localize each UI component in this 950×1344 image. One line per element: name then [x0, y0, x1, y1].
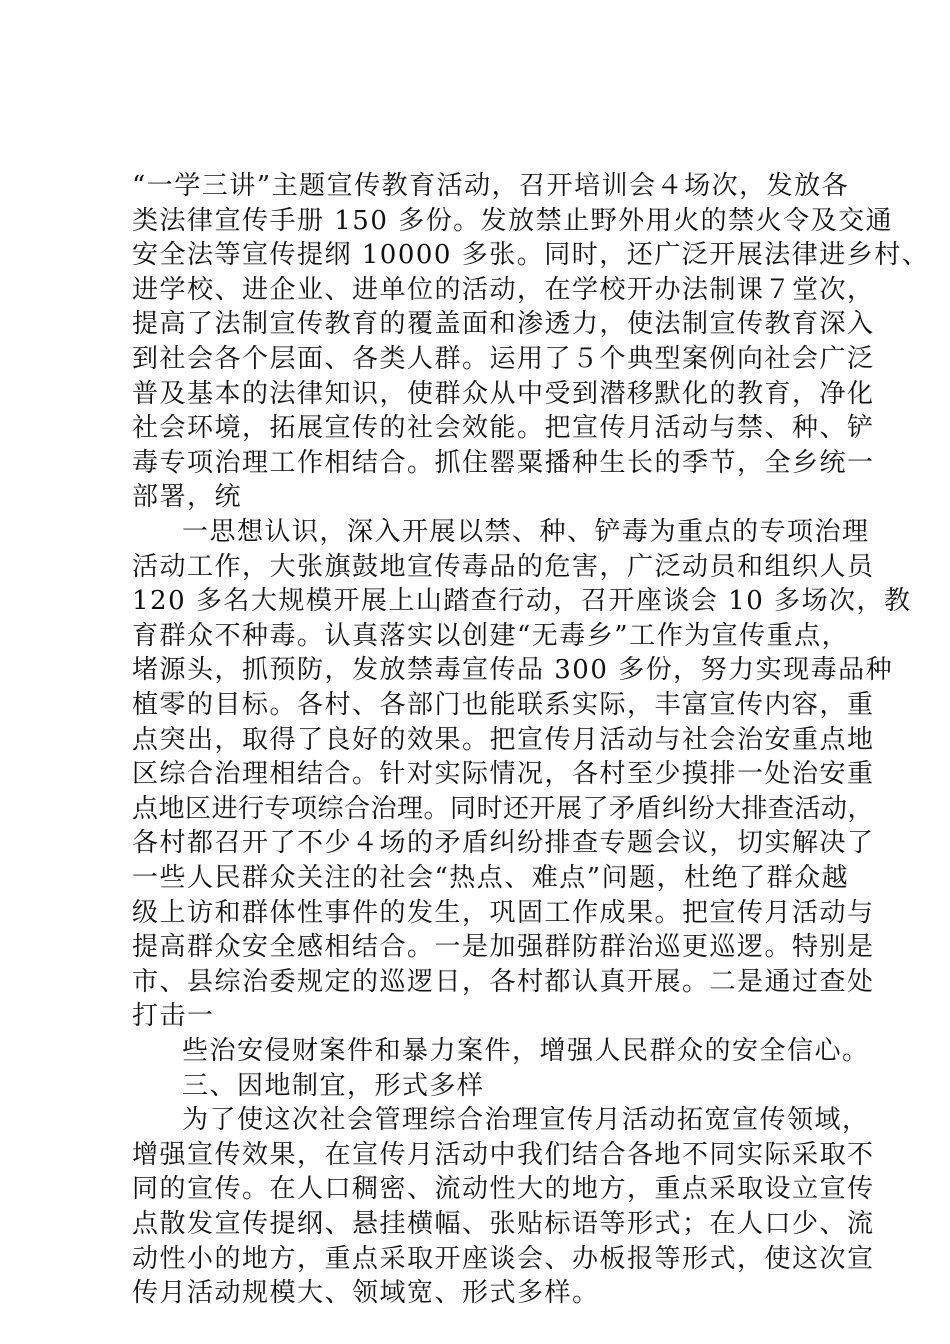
- text-line: 点突出，取得了良好的效果。把宣传月活动与社会治安重点地: [132, 725, 875, 755]
- text-line: 级上访和群体性事件的发生，巩固工作成果。把宣传月活动与: [132, 898, 875, 928]
- text-line: 120 多名大规模开展上山踏查行动，召开座谈会 10 多场次，教: [132, 586, 912, 616]
- text-line: “一学三讲”主题宣传教育活动，召开培训会４场次，发放各: [132, 171, 850, 201]
- text-line: 活动工作，大张旗鼓地宣传毒品的危害，广泛动员和组织人员: [132, 552, 875, 582]
- text-line: 到社会各个层面、各类人群。运用了５个典型案例向社会广泛: [132, 344, 875, 374]
- text-line: 同的宣传。在人口稠密、流动性大的地方，重点采取设立宣传: [132, 1174, 875, 1204]
- text-line: 社会环境，拓展宣传的社会效能。把宣传月活动与禁、种、铲: [132, 413, 875, 443]
- text-line: 提高了法制宣传教育的覆盖面和渗透力，使法制宣传教育深入: [132, 309, 875, 339]
- text-line: 一些人民群众关注的社会“热点、难点”问题，杜绝了群众越: [132, 863, 850, 893]
- text-line: 各村都召开了不少４场的矛盾纠纷排查专题会议，切实解决了: [132, 828, 875, 858]
- text-line: 一思想认识，深入开展以禁、种、铲毒为重点的专项治理: [182, 517, 870, 547]
- text-line: 堵源头，抓预防，发放禁毒宣传品 300 多份，努力实现毒品种: [132, 655, 894, 685]
- text-line: 育群众不种毒。认真落实以创建“无毒乡”工作为宣传重点，: [132, 621, 850, 651]
- text-line: 普及基本的法律知识，使群众从中受到潜移默化的教育，净化: [132, 379, 875, 409]
- text-line: 点地区进行专项综合治理。同时还开展了矛盾纠纷大排查活动，: [132, 794, 875, 824]
- text-line: 打击一: [132, 1001, 215, 1031]
- text-line: 区综合治理相结合。针对实际情况，各村至少摸排一处治安重: [132, 759, 875, 789]
- text-line: 部署，统: [132, 482, 243, 512]
- text-line: 市、县综治委规定的巡逻日，各村都认真开展。二是通过查处: [132, 967, 875, 997]
- text-line: 传月活动规模大、领域宽、形式多样。: [132, 1278, 600, 1308]
- text-line: 进学校、进企业、进单位的活动，在学校开办法制课７堂次，: [132, 275, 875, 305]
- text-line: 毒专项治理工作相结合。抓住罂粟播种生长的季节，全乡统一: [132, 448, 875, 478]
- text-line: 点散发宣传提纲、悬挂横幅、张贴标语等形式；在人口少、流: [132, 1209, 875, 1239]
- text-line: 些治安侵财案件和暴力案件，增强人民群众的安全信心。: [182, 1036, 870, 1066]
- text-line: 动性小的地方，重点采取开座谈会、办板报等形式，使这次宣: [132, 1244, 875, 1274]
- section-heading: 三、因地制宜，形式多样: [182, 1071, 485, 1101]
- text-line: 增强宣传效果，在宣传月活动中我们结合各地不同实际采取不: [132, 1140, 875, 1170]
- text-line: 类法律宣传手册 150 多份。发放禁止野外用火的禁火令及交通: [132, 206, 894, 236]
- text-line: 植零的目标。各村、各部门也能联系实际，丰富宣传内容，重: [132, 690, 875, 720]
- text-line: 安全法等宣传提纲 10000 多张。同时，还广泛开展法律进乡村、: [132, 240, 930, 270]
- text-line: 提高群众安全感相结合。一是加强群防群治巡更巡逻。特别是: [132, 932, 875, 962]
- text-line: 为了使这次社会管理综合治理宣传月活动拓宽宣传领域，: [182, 1105, 870, 1135]
